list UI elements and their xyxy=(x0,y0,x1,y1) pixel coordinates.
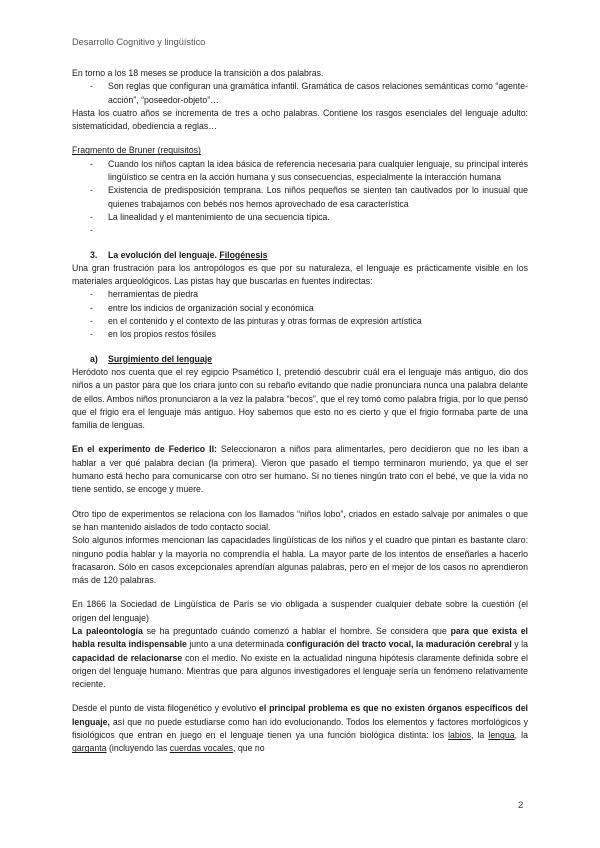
text-run: así que no puede estudiarse como han ido evolucionando. Todos los elementos y factores morfológicos y fisiológicos que entran en juego en el lenguaje tienen ya una función biológica distinta: los xyxy=(72,716,528,741)
bruner-heading: Fragmento de Bruner (requisitos) xyxy=(72,145,201,156)
text-run: , que no xyxy=(233,743,265,754)
text-run: , la xyxy=(470,730,489,741)
list-item: - Existencia de predisposición temprana. Los niños pequeños se sienten tan cautivados por lo inusual que quienes trabajamos con bebés nos hemos aprovechado de esa característica xyxy=(72,184,528,211)
list-item: - herramientas de piedra xyxy=(72,288,528,301)
paragraph-paleontology xyxy=(72,625,528,691)
paragraph-paris-1866: En 1866 la Sociedad de Lingüística de París se vio obligada a suspender cualquier debate sobre la cuestión (el origen del lenguaje) xyxy=(72,599,528,623)
text-run: (incluyendo las xyxy=(106,743,170,754)
underlined-term: lengua xyxy=(488,730,515,741)
bold-term: La paleontología xyxy=(72,625,143,636)
paragraph-reports: Solo algunos informes mencionan las capacidades lingüísticas de los niños y el cuadro que pintan es bastante claro: ninguno podía hablar y la mayoría no comprendía el habla. La mayor parte de los intentos de enseñarles a hacerlo fracasaron. Sólo en casos excepcionales aprendían algunas palabras, pero en el mejor de los casos no aprendieron más de 120 palabras. xyxy=(72,535,528,586)
running-header: Desarrollo Cognitivo y lingüístico xyxy=(72,37,206,47)
bruner-list xyxy=(72,158,528,238)
list-item: - Cuando los niños captan la idea básica de referencia necesaria para cualquier lenguaje, su principal interés lingüístico se centra en la acción humana y sus consecuencias, especialmente la interacción humana xyxy=(72,158,528,185)
page-number: 2 xyxy=(518,800,524,811)
section-3-heading xyxy=(72,249,528,262)
paragraph-two-words: En torno a los 18 meses se produce la transición a dos palabras. xyxy=(72,68,324,78)
subsection-letter: a) xyxy=(90,353,98,364)
bold-term: configuración del tracto vocal, la maduración cerebral xyxy=(286,639,512,650)
bold-term: el principal problema es que no existen órganos específicos del lenguaje, xyxy=(72,703,528,727)
bold-term: capacidad de relacionarse xyxy=(72,652,183,663)
list-item: - en los propios restos fósiles xyxy=(72,328,528,341)
paragraph-text: Seleccionaron a niños para alimentarles, pero decidieron que no les iban a hablar a ver qué palabra decían (la primera). Vieron que pasado el tiempo terminaron muriendo, ya que el ser humano está hecho para comunicarse con otro ser humano. Si no tienes ningún trato con el bebé, ve que la vida no tiene sentido, se encoge y muere. xyxy=(72,444,529,495)
underlined-term: labios xyxy=(448,730,471,741)
list-item: - La linealidad y el mantenimiento de una secuencia típica. xyxy=(72,211,528,224)
bold-lead: En el experimento de Federico II: xyxy=(72,444,217,455)
section-number: 3. xyxy=(90,249,98,260)
paragraph-four-years: Hasta los cuatro años se incrementa de tres a ocho palabras. Contiene los rasgos esenciales del lenguaje adulto: sistematicidad, obediencia a reglas… xyxy=(72,107,528,132)
paragraph-wolf-children: Otro tipo de experimentos se relaciona con los llamados “niños lobo”, criados en estado salvaje por animales o que se han mantenido aislados de todo contacto social. xyxy=(72,508,528,532)
subsection-a-heading xyxy=(72,353,528,366)
text-run: , la xyxy=(514,730,528,741)
list-item: - Son reglas que configuran una gramática infantil. Gramática de casos relaciones semánticas como “agente-acción”, “poseedor-objeto”… xyxy=(72,80,528,107)
text-run: con el medio. No existe en la actualidad ninguna hipótesis claramente definida sobre el origen del lenguaje humano. Mientras que para algunos investigadores el lenguaje sería un fenómeno relativamente reciente. xyxy=(72,652,528,690)
clues-list xyxy=(72,288,528,341)
section-title-underlined: Filogénesis xyxy=(219,249,268,260)
paragraph-federico xyxy=(72,443,528,496)
list-item xyxy=(72,224,528,237)
paragraph-phylogenetic xyxy=(72,702,528,755)
text-run: junto a una determinada xyxy=(186,639,287,650)
bold-term: para que exista el habla resulta indispensable xyxy=(72,625,528,650)
text-run: y la xyxy=(511,639,528,650)
subsection-title: Surgimiento del lenguaje xyxy=(108,353,213,364)
list-grammar xyxy=(72,80,528,107)
section-3-intro: Una gran frustración para los antropólogos es que por su naturaleza, el lenguaje es prácticamente visible en los materiales arqueológicos. Las pistas hay que buscarlas en fuentes indirectas: xyxy=(72,262,528,287)
underlined-term: garganta xyxy=(72,743,107,754)
underlined-term: cuerdas vocales xyxy=(169,743,234,754)
text-run: se ha preguntado cuándo comenzó a hablar el hombre. Se considera que xyxy=(142,625,451,636)
section-title: La evolución del lenguaje. xyxy=(108,249,220,260)
list-item: - entre los indicios de organización social y económica xyxy=(72,302,528,315)
list-item: - en el contenido y el contexto de las pinturas y otras formas de expresión artística xyxy=(72,315,528,328)
text-run: Desde el punto de vista filogenético y evolutivo xyxy=(72,703,260,714)
page-body xyxy=(72,67,528,756)
paragraph-herodotus: Heródoto nos cuenta que el rey egipcio Psamético I, pretendió descubrir cuál era el lenguaje más antiguo, dio dos niños a un pastor para que los criara junto con su rebaño evitando que nadie pronunciara nunca una palabra delante de ellos. Ambos niños pronunciaron a la vez la palabra “becos”, que el rey tomó como palabra frigia, por lo que pensó que el frigio era el lenguaje más antiguo. Hoy sabemos que esto no es cierto y que el frigio formaba parte de una familia de lenguas. xyxy=(72,366,528,431)
